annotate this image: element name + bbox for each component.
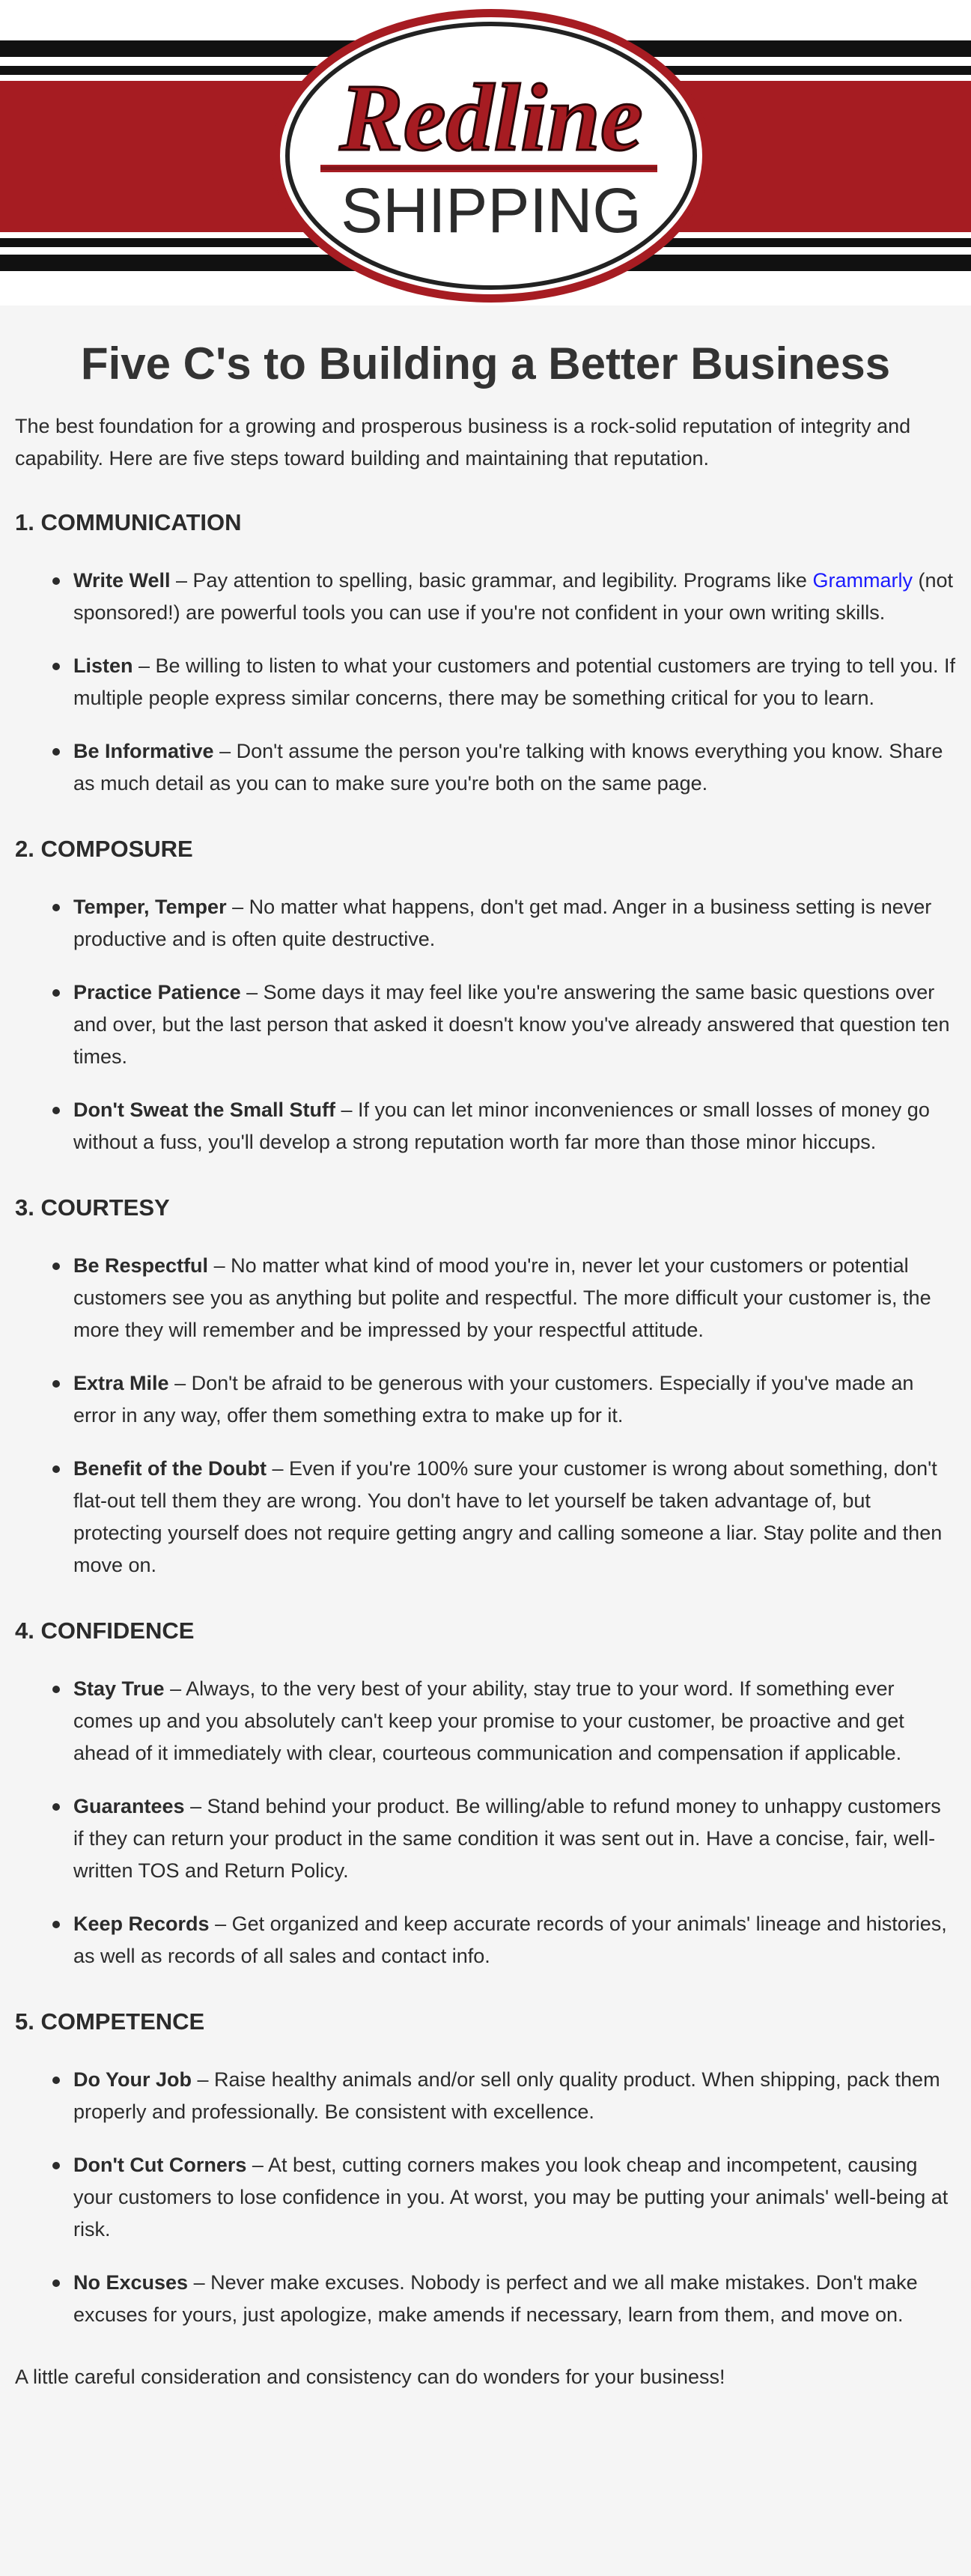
section-1: [15, 508, 956, 800]
list-item: [15, 1250, 956, 1346]
section-3: [15, 1193, 956, 1582]
header-banner: [0, 0, 971, 306]
item-text: – Never make excuses. Nobody is perfect and we all make mistakes. Don't make excuses for yours, just apologize, make amends if necessary, learn from them, and move on.: [73, 2271, 918, 2326]
item-term: Stay True: [73, 1677, 165, 1700]
item-text: – Pay attention to spelling, basic grammar, and legibility. Programs like: [170, 569, 813, 592]
bullet-list: [15, 1673, 956, 1972]
item-text: (not sponsored!) are powerful tools you can use if you're not confident in your own writing skills.: [73, 569, 953, 624]
list-item: [15, 2064, 956, 2128]
item-text: – No matter what kind of mood you're in, never let your customers or potential customers see you as anything but polite and respectful. The more difficult your customer is, the more they will remember and be impressed by your respectful attitude.: [73, 1254, 931, 1341]
list-item: [15, 2149, 956, 2246]
item-term: No Excuses: [73, 2271, 189, 2294]
section-5: [15, 2007, 956, 2331]
section-4: [15, 1616, 956, 1972]
item-text: – If you can let minor inconveniences or small losses of money go without a fuss, you'll develop a strong reputation worth far more than those minor hiccups.: [73, 1099, 930, 1153]
item-text: – Don't assume the person you're talking with knows everything you know. Share as much detail as you can to make sure you're both on the same page.: [73, 740, 943, 795]
section-heading: 1. COMMUNICATION: [15, 509, 242, 535]
brand-name-top: Redline: [339, 64, 643, 171]
list-item: [15, 1367, 956, 1432]
section-heading: 4. CONFIDENCE: [15, 1617, 195, 1644]
page-title: Five C's to Building a Better Business: [80, 338, 891, 389]
list-item: [15, 1790, 956, 1887]
item-text: – No matter what happens, don't get mad. Anger in a business setting is never productive and is often quite destructive.: [73, 896, 932, 950]
item-text: – Be willing to listen to what your customers and potential customers are trying to tell you. If multiple people express similar concerns, there may be something critical for you to learn.: [73, 654, 956, 709]
item-text: – Don't be afraid to be generous with your customers. Especially if you've made an error in any way, offer them something extra to make up for it.: [73, 1372, 914, 1427]
item-term: Temper, Temper: [73, 896, 227, 918]
item-text: – Raise healthy animals and/or sell only quality product. When shipping, pack them properly and professionally. Be consistent with excellence.: [73, 2068, 940, 2123]
closing-paragraph: A little careful consideration and consistency can do wonders for your business!: [15, 2366, 725, 2388]
article: [15, 306, 956, 2393]
item-text: – Some days it may feel like you're answering the same basic questions over and over, but the last person that asked it doesn't know you've already answered that question ten times.: [73, 981, 950, 1068]
sections-container: [15, 508, 956, 2331]
list-item: [15, 650, 956, 714]
list-item: [15, 891, 956, 956]
list-item: [15, 735, 956, 800]
bullet-list: [15, 891, 956, 1158]
item-term: Be Respectful: [73, 1254, 209, 1277]
item-term: Don't Cut Corners: [73, 2154, 247, 2176]
grammarly-link[interactable]: Grammarly: [812, 569, 913, 592]
item-text: – Stand behind your product. Be willing/able to refund money to unhappy customers if they can return your product in the same condition it was sent out in. Have a concise, fair, well-written TOS and Return Policy.: [73, 1795, 941, 1882]
item-term: Do Your Job: [73, 2068, 192, 2091]
brand-name-bottom: SHIPPING: [341, 175, 642, 246]
item-term: Practice Patience: [73, 981, 241, 1003]
item-text: – Even if you're 100% sure your customer is wrong about something, don't flat-out tell them they are wrong. You don't have to let yourself be taken advantage of, but protecting yourself does not require getting angry and calling someone a liar. Stay polite and then move on.: [73, 1457, 943, 1576]
section-heading: 5. COMPETENCE: [15, 2008, 205, 2035]
item-text: – At best, cutting corners makes you look cheap and incompetent, causing your customers to lose confidence in you. At worst, you may be putting your animals' well-being at risk.: [73, 2154, 949, 2241]
item-term: Listen: [73, 654, 133, 677]
list-item: [15, 1908, 956, 1972]
item-term: Be Informative: [73, 740, 214, 762]
item-text: – Get organized and keep accurate records of your animals' lineage and histories, as well as records of all sales and contact info.: [73, 1913, 947, 1967]
redline-shipping-logo: [0, 0, 971, 306]
item-text: – Always, to the very best of your ability, stay true to your word. If something ever comes up and you absolutely can't keep your promise to your customer, be proactive and get ahead of it immediately with clear, courteous communication and compensation if applicable.: [73, 1677, 904, 1764]
item-term: Benefit of the Doubt: [73, 1457, 267, 1480]
bullet-list: [15, 2064, 956, 2331]
list-item: [15, 976, 956, 1073]
intro-paragraph: The best foundation for a growing and prosperous business is a rock-solid reputation of integrity and capability. Here are five steps toward building and maintaining that reputation.: [15, 415, 911, 470]
list-item: [15, 1453, 956, 1582]
section-heading: 2. COMPOSURE: [15, 836, 193, 862]
item-term: Guarantees: [73, 1795, 185, 1817]
list-item: [15, 1094, 956, 1158]
bullet-list: [15, 565, 956, 800]
list-item: [15, 2267, 956, 2331]
item-term: Don't Sweat the Small Stuff: [73, 1099, 335, 1121]
list-item: [15, 565, 956, 629]
section-heading: 3. COURTESY: [15, 1194, 170, 1221]
item-term: Extra Mile: [73, 1372, 169, 1394]
item-term: Write Well: [73, 569, 171, 592]
list-item: [15, 1673, 956, 1770]
section-2: [15, 834, 956, 1158]
item-term: Keep Records: [73, 1913, 210, 1935]
bullet-list: [15, 1250, 956, 1582]
